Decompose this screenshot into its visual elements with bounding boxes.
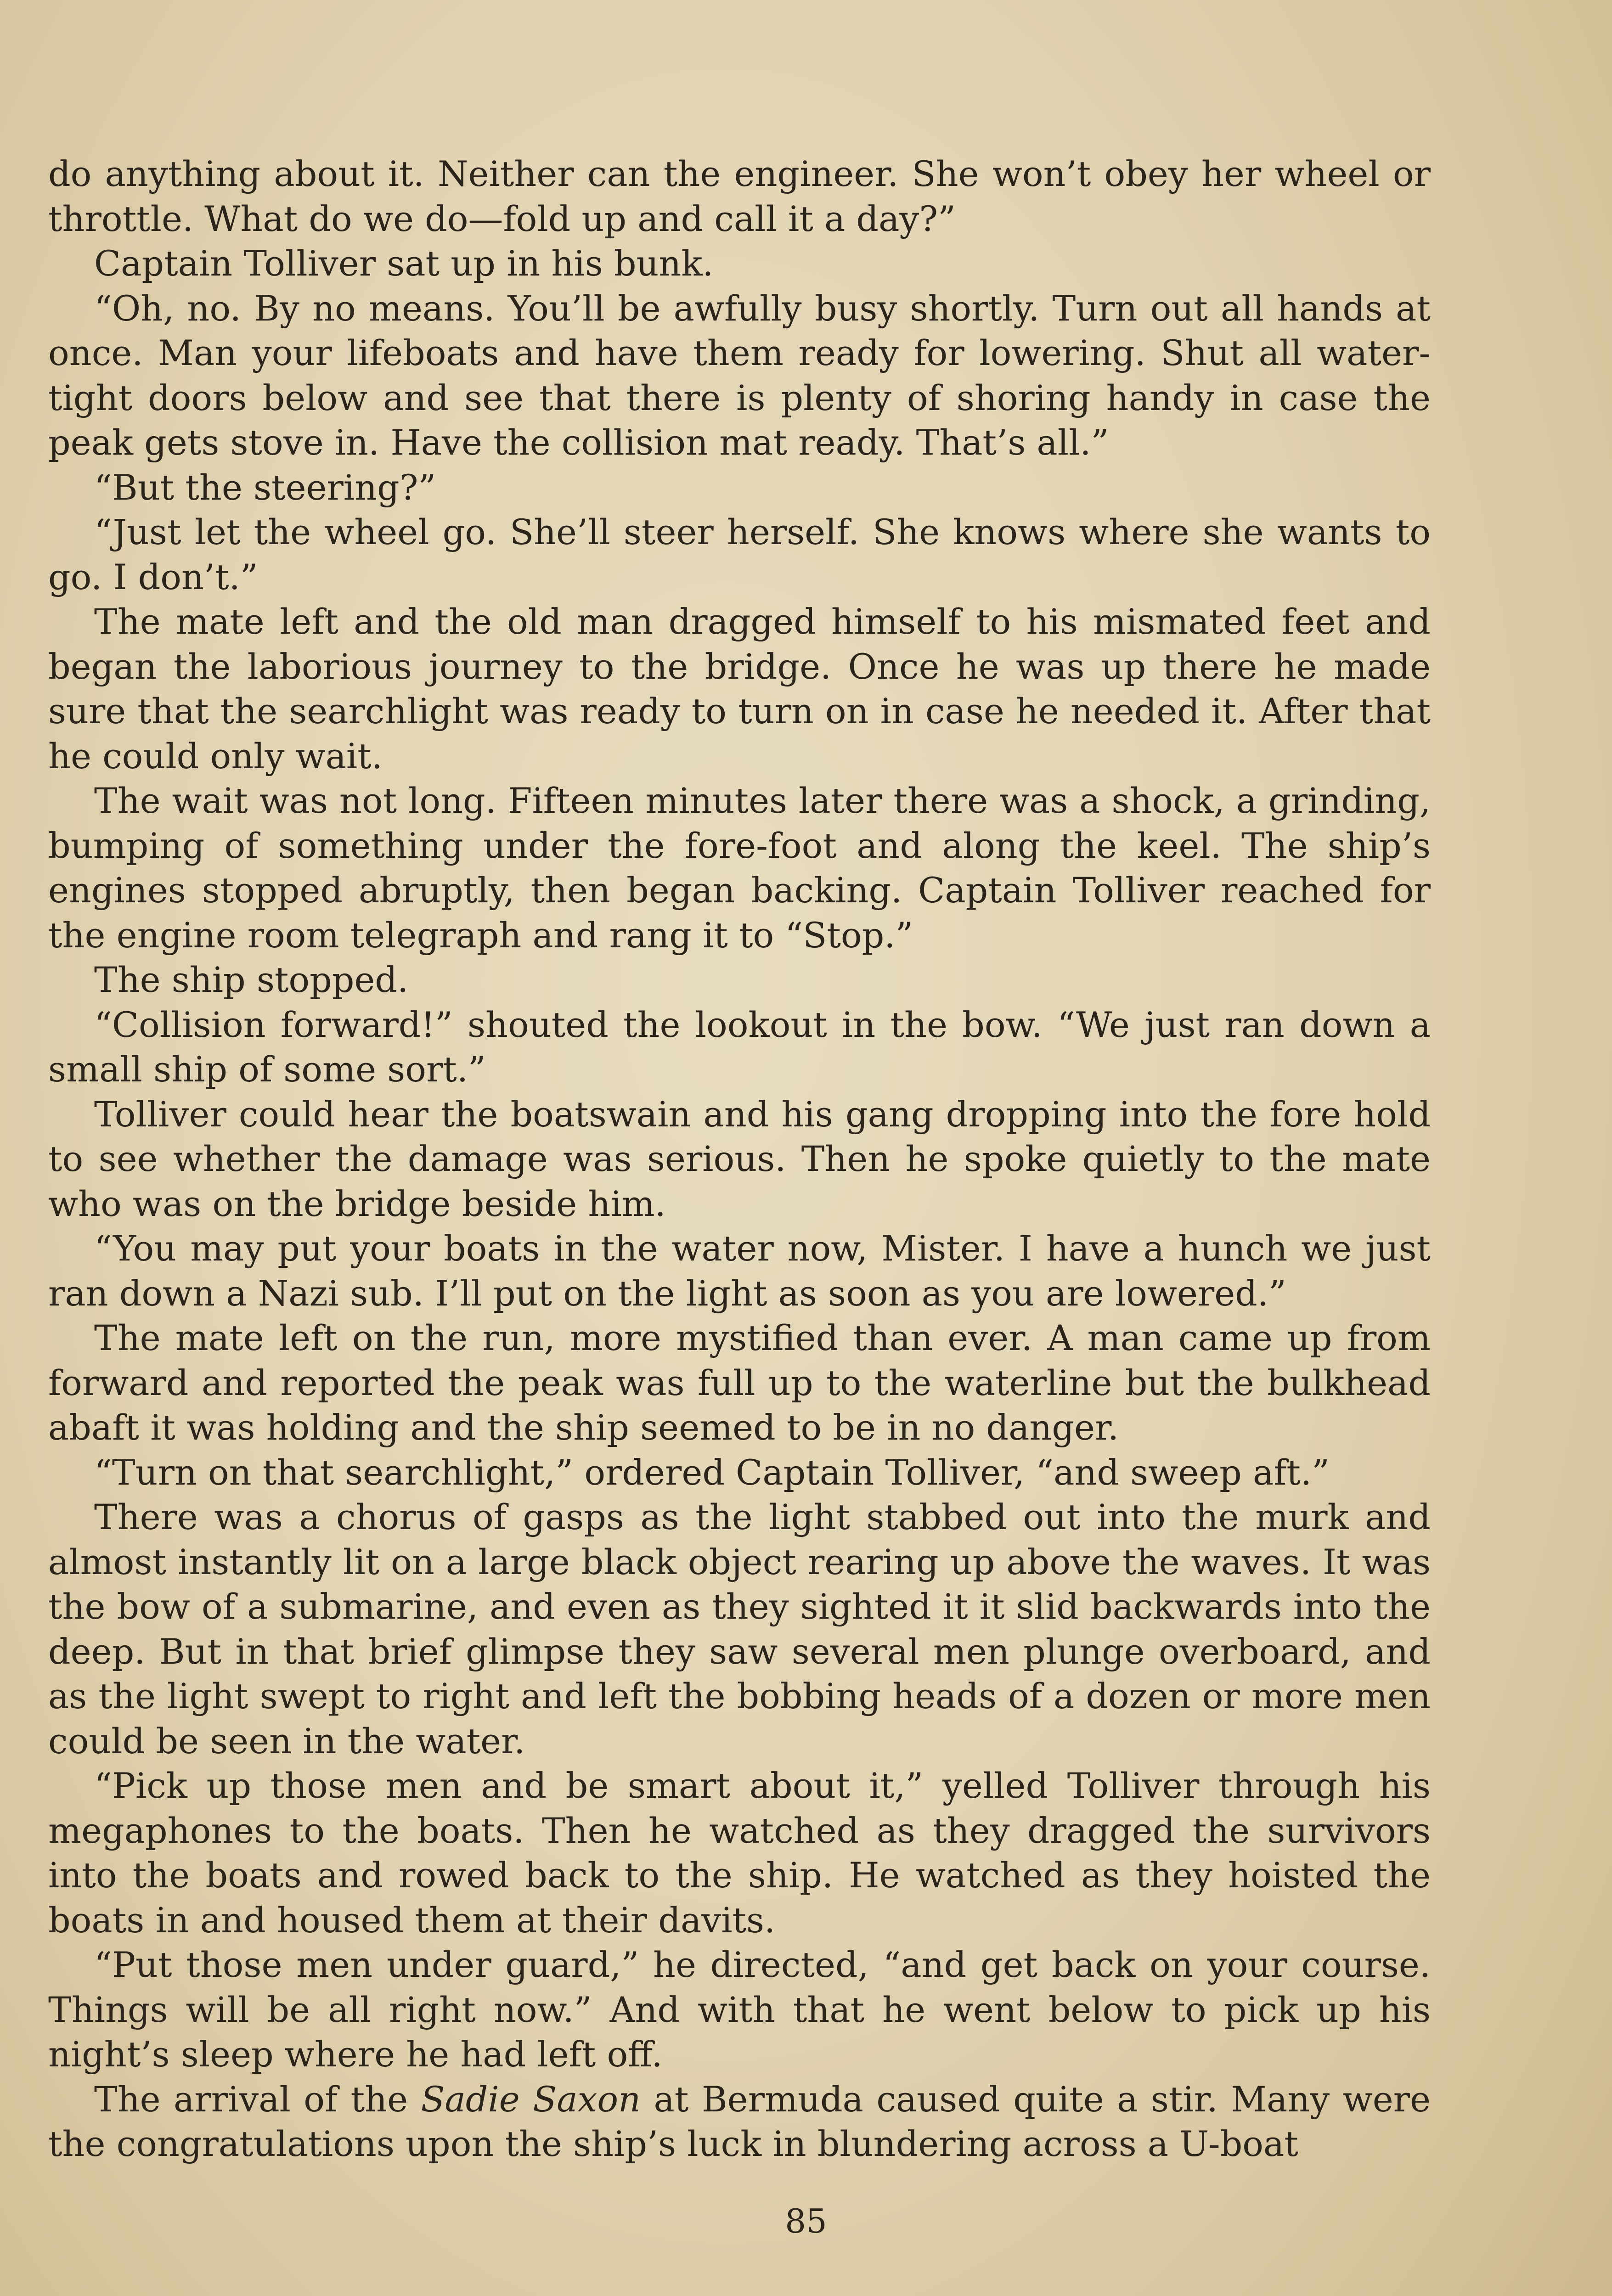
paragraph: “But the steering?” [94, 467, 436, 508]
paragraph: “Oh, no. By no means. You’ll be awfully busy shortly. Turn out all hands at once. Man your lifeboats and have them ready for lowering. Shut all water-tight doors below and see that there is plenty of shoring handy in case the peak gets stove in. Have the collision mat ready. That’s all.” [48, 287, 1431, 463]
paragraph: Captain Tolliver sat up in his bunk. [94, 243, 714, 284]
paragraph: do anything about it. Neither can the engineer. She won’t obey her wheel or throttle. What do we do—fold up and call it a day?” [48, 153, 1431, 239]
ship-name: Sadie Saxon [421, 2078, 641, 2120]
paragraph: “Put those men under guard,” he directed, “and get back on your course. Things will be all right now.” And with that he went below to pick up his night’s sleep where he had left off. [48, 1944, 1431, 2075]
paragraph: “You may put your boats in the water now, Mister. I have a hunch we just ran down a Nazi sub. I’ll put on the light as soon as you are lowered.” [48, 1228, 1431, 1314]
paragraph: The mate left on the run, more mystified than ever. A man came up from forward and reported the peak was full up to the waterline but the bulkhead abaft it was holding and the ship seemed to be in no danger. [48, 1317, 1431, 1448]
paragraph: The mate left and the old man dragged himself to his mismated feet and began the laborious journey to the bridge. Once he was up there he made sure that the searchlight was ready to turn on in case he needed it. After that he could only wait. [48, 601, 1431, 777]
paragraph: The arrival of the Sadie Saxon at Bermuda caused quite a stir. Many were the congratulations upon the ship’s luck in blundering across a U-boat [48, 2078, 1431, 2164]
paragraph: “Pick up those men and be smart about it,” yelled Tolliver through his megaphones to the boats. Then he watched as they dragged the survivors into the boats and rowed back to the ship. He watched as they hoisted the boats in and housed them at their davits. [48, 1765, 1431, 1941]
page-number: 85 [785, 2202, 827, 2240]
body-text [48, 152, 1431, 2167]
paragraph: The ship stopped. [94, 959, 409, 1000]
paragraph: “Collision forward!” shouted the lookout in the bow. “We just ran down a small ship of some sort.” [48, 1004, 1431, 1090]
paragraph: Tolliver could hear the boatswain and his gang dropping into the fore hold to see whether the damage was serious. Then he spoke quietly to the mate who was on the bridge beside him. [48, 1093, 1431, 1224]
paragraph: “Turn on that searchlight,” ordered Captain Tolliver, “and sweep aft.” [94, 1452, 1330, 1493]
paragraph: The wait was not long. Fifteen minutes later there was a shock, a grinding, bumping of something under the fore-foot and along the keel. The ship’s engines stopped abruptly, then began backing. Captain Tolliver reached for the engine room telegraph and rang it to “Stop.” [48, 780, 1431, 956]
paragraph: “Just let the wheel go. She’ll steer herself. She knows where she wants to go. I don’t.” [48, 512, 1431, 597]
paragraph: There was a chorus of gasps as the light stabbed out into the murk and almost instantly lit on a large black object rearing up above the waves. It was the bow of a submarine, and even as they sighted it it slid backwards into the deep. But in that brief glimpse they saw several men plunge overboard, and as the light swept to right and left the bobbing heads of a dozen or more men could be seen in the water. [48, 1497, 1431, 1761]
